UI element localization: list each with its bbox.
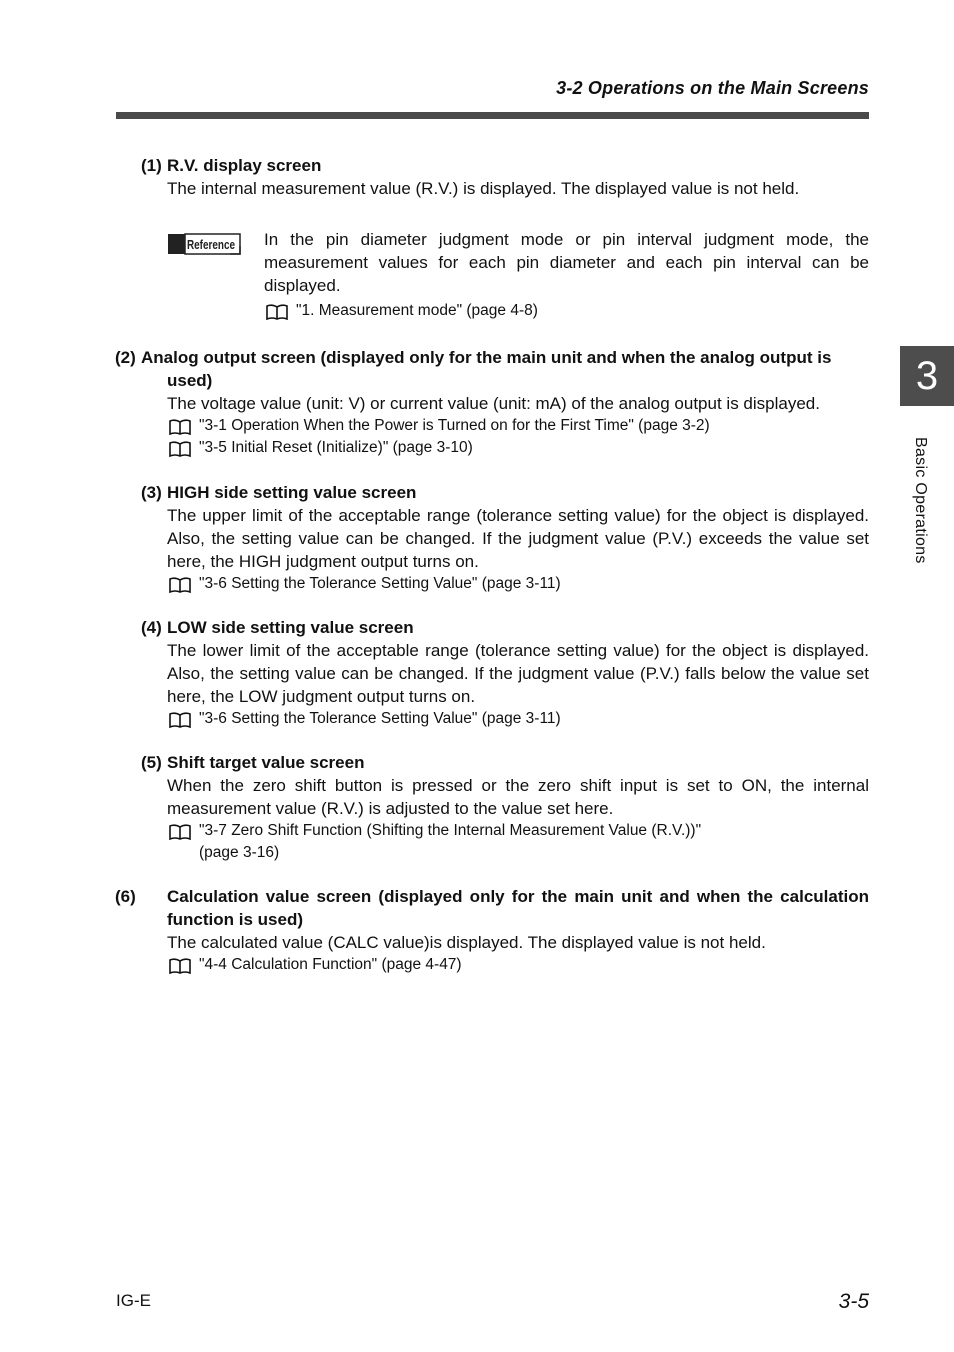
section-text: When the zero shift button is pressed or the zero shift input is set to ON, the internal measurement value (R.V.) is adjusted to the value set here. <box>167 776 869 818</box>
section-title: LOW side setting value screen <box>167 618 414 637</box>
reference-link[interactable] <box>264 300 538 322</box>
cross-reference-text: "3-1 Operation When the Power is Turned on for the First Time" (page 3-2) <box>199 417 710 434</box>
book-icon <box>169 712 191 735</box>
section-title: Shift target value screen <box>167 753 365 772</box>
section-number: (6) <box>115 887 136 906</box>
reference-link-text: "1. Measurement mode" (page 4-8) <box>296 302 538 319</box>
section-analog-output: (2) Analog output screen (displayed only for the main unit and when the analog output is used) The voltage value (unit: V) or current value (unit: mA) of the analog output is displayed. "3-1 Operation When the Power is Turned on for the First Time" (page 3-2) "3-5 Initial Reset (Initialize)" (page 3-10) <box>141 346 869 459</box>
cross-reference-text: "3-6 Setting the Tolerance Setting Value" (page 3-11) <box>199 575 561 592</box>
page-header-title: 3-2 Operations on the Main Screens <box>556 78 869 98</box>
cross-reference[interactable] <box>167 820 869 864</box>
section-title: Calculation value screen (displayed only for the main unit and when the calculation function is used) <box>167 887 869 929</box>
page-number: 3-5 <box>838 1290 869 1313</box>
header-divider <box>116 112 869 119</box>
cross-reference-text: "3-6 Setting the Tolerance Setting Value" (page 3-11) <box>199 710 561 727</box>
reference-badge <box>167 228 243 263</box>
book-icon <box>169 441 191 464</box>
section-text: The lower limit of the acceptable range (tolerance setting value) for the object is displayed. Also, the setting value can be changed. If the judgment value (P.V.) falls below the value set here, the LOW judgment output turns on. <box>167 641 869 706</box>
section-number: (3) <box>141 483 162 502</box>
section-text: The calculated value (CALC value)is displayed. The displayed value is not held. <box>167 933 766 952</box>
book-icon <box>169 958 191 981</box>
chapter-tab: 3 <box>900 346 954 406</box>
cross-reference[interactable] <box>167 415 869 437</box>
cross-reference[interactable] <box>167 708 869 730</box>
section-low-setting <box>141 616 869 730</box>
reference-badge-label: Reference <box>187 237 235 252</box>
section-title: R.V. display screen <box>167 156 322 175</box>
book-icon <box>169 577 191 600</box>
section-text: The internal measurement value (R.V.) is displayed. The displayed value is not held. <box>167 179 800 198</box>
cross-reference[interactable] <box>167 437 869 459</box>
section-number: (4) <box>141 618 162 637</box>
reference-note: In the pin diameter judgment mode or pin interval judgment mode, the measurement values for each pin diameter and each pin interval can be displayed. <box>264 230 869 295</box>
manual-code: IG-E <box>116 1291 151 1310</box>
cross-reference-text: "4-4 Calculation Function" (page 4-47) <box>199 956 462 973</box>
cross-reference[interactable] <box>167 954 869 976</box>
book-icon <box>266 304 288 327</box>
cross-reference-page: (page 3-16) <box>199 844 280 861</box>
section-title: HIGH side setting value screen <box>167 483 417 502</box>
section-text: The voltage value (unit: V) or current value (unit: mA) of the analog output is displayed. <box>167 394 820 413</box>
cross-reference-text: "3-7 Zero Shift Function (Shifting the Internal Measurement Value (R.V.))" <box>199 822 702 839</box>
section-number: (5) <box>141 753 162 772</box>
cross-reference-text: "3-5 Initial Reset (Initialize)" (page 3-10) <box>199 439 473 456</box>
section-calculation-value <box>115 885 869 976</box>
section-shift-target <box>141 751 869 864</box>
book-icon <box>169 824 191 847</box>
section-title: Analog output screen (displayed only for the main unit and when the analog output is used) <box>141 348 832 390</box>
chapter-label: Basic Operations <box>912 437 929 564</box>
section-number: (1) <box>141 156 162 175</box>
section-high-setting <box>141 481 869 595</box>
section-text: The upper limit of the acceptable range (tolerance setting value) for the object is displayed. Also, the setting value can be changed. If the judgment value (P.V.) exceeds the value set here, the HIGH judgment output turns on. <box>167 506 869 571</box>
section-rv-display <box>141 154 869 200</box>
cross-reference[interactable] <box>167 573 869 595</box>
